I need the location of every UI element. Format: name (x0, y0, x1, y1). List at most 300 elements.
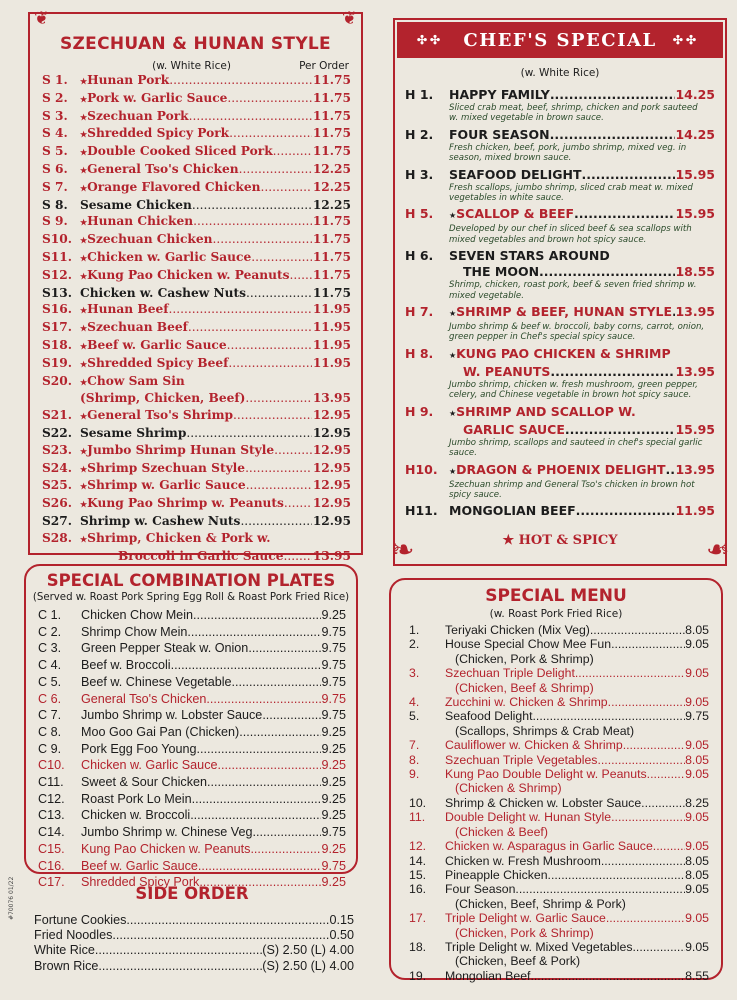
dot-leader (169, 72, 312, 89)
item-name: House Special Chow Mee Fun (445, 637, 612, 652)
item-name: Kung Pao Shrimp w. Peanuts (87, 496, 284, 511)
item-name: SCALLOP & BEEF (456, 206, 575, 222)
item-code: S17. (42, 320, 73, 335)
dot-leader (240, 513, 311, 530)
dot-leader (171, 657, 322, 674)
item-name: Teriyaki Chicken (Mix Veg) (445, 623, 590, 637)
item-code: 8. (409, 752, 420, 767)
chefs-special-subtitle: (w. White Rice) (520, 67, 600, 79)
hot-spicy-icon: ★ (80, 533, 88, 544)
item-name: General Tso's Shrimp (87, 408, 234, 423)
menu-item-row (391, 839, 721, 853)
item-code: H 8. (405, 345, 434, 361)
item-price: 15.95 (675, 206, 715, 222)
item-price: 11.75 (312, 249, 351, 264)
item-name: Shredded Spicy Beef (87, 355, 229, 370)
szechuan-title: SZECHUAN & HUNAN STYLE (60, 34, 331, 54)
hot-spicy-icon: ★ (80, 445, 88, 456)
item-code: S12. (42, 267, 73, 282)
special-menu-item-list (391, 623, 721, 983)
item-price: 9.75 (321, 858, 346, 873)
item-price: 12.95 (312, 425, 351, 440)
item-code: 11. (409, 810, 426, 825)
item-code: C13. (38, 808, 65, 823)
dot-leader (565, 422, 676, 438)
menu-item-row (30, 108, 361, 126)
hot-spicy-icon: ★ (80, 147, 88, 158)
item-code: H 3. (405, 166, 434, 182)
item-name: Double Cooked Sliced Pork (87, 144, 273, 159)
item-name-cont: GARLIC SAUCE (463, 421, 565, 437)
item-name: Chicken w. Fresh Mushroom (445, 853, 601, 868)
item-price: 9.05 (685, 637, 709, 652)
dot-leader (212, 231, 311, 248)
item-name: Triple Delight w. Mixed Vegetables (445, 939, 633, 954)
item-price: 9.05 (685, 666, 709, 681)
menu-item-row (26, 841, 356, 858)
item-code: C 5. (38, 674, 62, 689)
chef-item-heading-cont (405, 364, 715, 380)
dot-leader (597, 753, 685, 767)
item-name: Moo Goo Gai Pan (Chicken) (81, 724, 240, 739)
item-code: S23. (42, 442, 73, 457)
dot-leader (539, 264, 675, 280)
item-price: 9.25 (321, 724, 346, 739)
menu-item-row (30, 495, 361, 513)
item-price: 0.15 (329, 913, 354, 927)
item-price: 12.25 (312, 197, 351, 212)
hot-spicy-icon: ★ (80, 376, 88, 387)
item-price: 13.95 (312, 391, 351, 406)
dot-leader (641, 796, 685, 810)
item-price: 14.25 (675, 126, 715, 142)
item-detail: (Chicken & Shrimp) (455, 781, 562, 796)
chefs-special-banner (397, 22, 723, 58)
menu-item-row (26, 707, 356, 724)
item-price: 12.95 (312, 408, 351, 423)
menu-item-row (391, 637, 721, 651)
item-price: 12.95 (312, 442, 351, 457)
item-code: H 7. (405, 304, 434, 320)
item-price: 12.25 (312, 179, 351, 194)
menu-item-row (30, 231, 361, 249)
item-name: HAPPY FAMILY (449, 87, 550, 102)
item-code: C 3. (38, 641, 62, 656)
item-code: S10. (42, 232, 73, 247)
menu-item-row (30, 337, 361, 355)
menu-item-row (30, 72, 361, 90)
item-code: C17. (38, 875, 65, 890)
item-price: 9.75 (321, 825, 346, 840)
menu-item-row (391, 695, 721, 709)
dot-leader (550, 87, 676, 103)
item-code: H10. (405, 461, 438, 477)
banner-ornament-right-icon: ✣✣ (672, 33, 699, 47)
item-price: 9.75 (321, 691, 346, 706)
combination-item-list (26, 607, 356, 891)
item-price: 8.05 (685, 867, 709, 882)
item-name: Fried Noodles (34, 928, 113, 943)
item-price: 11.75 (312, 144, 351, 159)
hot-spicy-icon: ★ (80, 76, 88, 86)
item-code: 17. (409, 911, 427, 926)
item-code: 15. (409, 867, 427, 882)
item-name: Beef w. Chinese Vegetable (81, 674, 232, 689)
hot-spicy-icon: ★ (80, 111, 88, 122)
menu-item-row (30, 460, 361, 478)
menu-item-row (391, 810, 721, 824)
item-price: 9.05 (685, 767, 709, 782)
hot-spicy-icon: ★ (80, 93, 88, 104)
item-price: 9.05 (685, 882, 709, 897)
item-code: S21. (42, 408, 73, 423)
chefs-special-section (393, 18, 727, 566)
menu-item-row (26, 674, 356, 691)
item-code: C 1. (38, 608, 62, 622)
item-price: 13.95 (675, 304, 715, 320)
menu-item-row (391, 753, 721, 767)
item-code: 2. (409, 637, 420, 652)
item-name: Four Season (445, 882, 516, 897)
dot-leader (192, 197, 312, 214)
item-price: 8.05 (685, 623, 709, 637)
item-description: Jumbo shrimp, scallops and sauteed in chef's special garlic sauce. (449, 437, 703, 459)
hot-spicy-icon: ★ (80, 499, 88, 510)
menu-item-row (26, 824, 356, 841)
item-name: Chicken w. Cashew Nuts (80, 285, 246, 300)
item-code: S 5. (42, 144, 68, 159)
item-detail: (Chicken, Pork & Shrimp) (455, 925, 594, 940)
menu-item-row (30, 548, 361, 565)
chef-special-item (395, 206, 725, 245)
dot-leader (246, 477, 312, 494)
item-code: C 4. (38, 658, 62, 673)
item-code: H 2. (405, 126, 434, 142)
chef-item-heading-cont (405, 422, 715, 438)
item-name: Triple Delight w. Garlic Sauce (445, 911, 606, 926)
item-code: 10. (409, 795, 427, 810)
dot-leader (550, 364, 675, 380)
hot-spicy-icon: ★ (80, 217, 88, 228)
dot-leader (239, 724, 321, 741)
special-menu-subtitle: (w. Roast Pork Fried Rice) (489, 608, 623, 620)
item-name: Chow Sam Sin (87, 373, 185, 388)
item-price: 18.55 (675, 264, 715, 280)
item-code: 12. (409, 839, 427, 854)
menu-item-row (391, 767, 721, 781)
item-detail: (Chicken, Beef, Shrimp & Pork) (455, 896, 626, 911)
item-price: 11.95 (312, 302, 351, 317)
menu-item-row (26, 691, 356, 708)
chef-item-heading (405, 304, 715, 322)
dot-leader (261, 179, 312, 196)
item-name: Szechuan Triple Vegetables (445, 752, 598, 767)
dot-leader (548, 868, 686, 882)
item-price: 13.95 (675, 461, 715, 477)
item-name: Chicken w. Garlic Sauce (87, 249, 252, 264)
item-code: S11. (42, 249, 73, 264)
menu-item-row (30, 355, 361, 373)
item-price: 9.05 (685, 738, 709, 753)
hot-spicy-icon: ★ (80, 305, 88, 316)
item-price: 8.05 (685, 853, 709, 868)
item-name: Hunan Beef (87, 302, 169, 317)
item-name: Jumbo Shrimp w. Chinese Veg. (81, 825, 257, 840)
chef-item-heading (405, 503, 715, 519)
menu-item-row (30, 442, 361, 460)
menu-item-row (30, 90, 361, 108)
item-price: 11.75 (312, 108, 351, 123)
combination-plates-section (24, 564, 358, 890)
item-name: SEAFOOD DELIGHT (449, 166, 582, 182)
item-name-cont: THE MOON (463, 264, 540, 280)
dot-leader (98, 959, 262, 974)
item-name: Sesame Chicken (80, 197, 192, 212)
hot-spicy-icon: ★ (80, 270, 88, 281)
item-price: 11.95 (675, 503, 715, 519)
dot-leader (611, 637, 685, 651)
dot-leader (126, 913, 329, 928)
item-code: C16. (38, 858, 65, 873)
menu-item-row (391, 940, 721, 954)
chef-special-item (395, 167, 725, 204)
item-code: H 9. (405, 403, 434, 419)
item-code: 7. (409, 738, 420, 753)
side-order-list (24, 913, 360, 974)
dot-leader (95, 943, 262, 958)
menu-item-row (30, 179, 361, 197)
dot-leader (533, 709, 686, 723)
banner-ornament-left-icon: ✣✣ (417, 33, 444, 47)
dot-leader (623, 738, 685, 752)
menu-item-row (30, 249, 361, 267)
item-price: 11.75 (312, 232, 351, 247)
chefs-special-item-list (395, 87, 725, 519)
item-description: Shrimp, chicken, roast pork, beef & seven fried shrimp w. mixed vegetable. (449, 280, 697, 301)
item-price: 11.75 (312, 267, 351, 282)
item-price: 12.95 (312, 478, 351, 493)
item-price: 9.05 (685, 695, 709, 710)
special-menu-title: SPECIAL MENU (485, 586, 627, 606)
item-code: C 7. (38, 708, 62, 723)
dot-leader (550, 127, 676, 143)
chef-item-heading (405, 248, 715, 264)
dot-leader (251, 249, 312, 266)
item-description: Developed by our chef in sliced beef & sea scallops with mixed vegetables and brown hot spicy sauce. (449, 224, 692, 245)
item-price: 9.25 (321, 758, 346, 773)
menu-item-row (30, 390, 361, 407)
menu-item-row (30, 285, 361, 302)
item-price: (S) 2.50 (L) 4.00 (262, 958, 354, 973)
item-name: Szechuan Beef (87, 320, 188, 335)
hot-spicy-icon: ★ (80, 164, 88, 175)
dot-leader (274, 442, 312, 459)
price-header: Per Order (299, 60, 349, 72)
item-code: S 9. (42, 214, 68, 229)
hot-spicy-icon: ★ (80, 182, 88, 193)
menu-item-row (30, 477, 361, 495)
item-name: Hunan Chicken (87, 214, 194, 229)
menu-item-row (26, 624, 356, 641)
item-name: Seafood Delight (445, 709, 533, 724)
item-name: Shrimp w. Garlic Sauce (87, 478, 246, 493)
item-price: 8.55 (685, 968, 709, 983)
dot-leader (633, 940, 686, 954)
item-code: 5. (409, 709, 420, 724)
item-name: Chicken Chow Mein (81, 608, 193, 622)
item-price: 12.25 (312, 161, 351, 176)
item-code: C 2. (38, 624, 62, 639)
item-price: 15.95 (675, 421, 715, 437)
dot-leader (193, 213, 312, 230)
item-name: Beef w. Broccoli (81, 658, 171, 673)
dot-leader (192, 791, 322, 808)
item-name: Pineapple Chicken (445, 867, 548, 882)
dot-leader (198, 858, 322, 875)
item-code: S16. (42, 302, 73, 317)
menu-item-row (391, 796, 721, 810)
item-code: S28. (42, 530, 73, 545)
item-name: Szechuan Triple Delight (445, 666, 575, 681)
item-code: H 1. (405, 87, 434, 102)
dot-leader (193, 607, 321, 624)
item-name: Shredded Spicy Pork (81, 875, 200, 890)
item-price: 12.95 (312, 513, 351, 528)
side-order-row (24, 959, 360, 974)
szechuan-item-list (30, 72, 361, 564)
dot-leader (227, 90, 311, 107)
item-price: 15.95 (675, 166, 715, 182)
menu-item-row (30, 301, 361, 319)
dot-leader (262, 707, 321, 724)
side-order-row (24, 943, 360, 958)
item-code: S 3. (42, 108, 68, 123)
item-code: C11. (38, 775, 64, 790)
item-name: Hunan Pork (87, 73, 170, 87)
side-order-row (24, 928, 360, 943)
item-name: DRAGON & PHOENIX DELIGHT (456, 461, 666, 477)
item-code: 14. (409, 853, 427, 868)
item-name: SHRIMP & BEEF, HUNAN STYLE (456, 304, 672, 320)
szechuan-subtitle: (w. White Rice) (152, 60, 231, 72)
dot-leader (611, 810, 685, 824)
chef-item-heading (405, 462, 715, 480)
dot-leader (190, 807, 321, 824)
dot-leader (206, 691, 321, 708)
item-price: 11.75 (312, 126, 351, 141)
item-code: S24. (42, 460, 73, 475)
item-code: C 9. (38, 741, 62, 756)
item-price: 9.25 (321, 791, 346, 806)
item-detail: (Scallops, Shrimps & Crab Meat) (455, 723, 635, 738)
dot-leader (245, 460, 312, 477)
menu-item-row (30, 319, 361, 337)
item-code: H 5. (405, 206, 434, 222)
chef-item-heading-cont (405, 264, 715, 280)
dot-leader (250, 841, 321, 858)
side-order-row (24, 913, 360, 928)
item-name: Beef w. Garlic Sauce (87, 337, 227, 352)
item-price: 11.95 (312, 355, 351, 370)
item-name: Szechuan Pork (87, 108, 189, 123)
item-price: 9.75 (685, 709, 709, 724)
item-price: 14.25 (675, 87, 715, 102)
item-price: 12.95 (312, 460, 351, 475)
menu-item-row (26, 807, 356, 824)
item-name: Beef w. Garlic Sauce (81, 858, 198, 873)
menu-item-row (391, 738, 721, 752)
dot-leader (601, 854, 685, 868)
chefs-special-title: CHEF'S SPECIAL (463, 29, 657, 51)
dot-leader (186, 425, 311, 442)
hot-spicy-icon: ★ (80, 411, 88, 422)
item-name: Kung Pao Chicken w. Peanuts (81, 841, 251, 856)
item-code: 4. (409, 695, 420, 710)
item-name: SHRIMP AND SCALLOP W. (456, 403, 636, 419)
dot-leader (218, 757, 322, 774)
hot-spicy-icon: ★ (449, 309, 457, 319)
item-name: Shrimp Chow Mein (81, 624, 188, 639)
item-name: Shrimp & Chicken w. Lobster Sauce (445, 795, 642, 810)
menu-item-row (391, 623, 721, 637)
item-name: Shredded Spicy Pork (87, 126, 230, 141)
item-price: 9.05 (685, 839, 709, 854)
menu-item-row (30, 143, 361, 161)
hot-spicy-icon: ★ (80, 358, 88, 369)
item-code: 3. (409, 666, 420, 681)
dot-leader (653, 839, 685, 853)
dot-leader (530, 969, 685, 983)
dot-leader (515, 882, 685, 896)
item-name: Jumbo Shrimp Hunan Style (87, 442, 275, 457)
hot-spicy-icon: ★ (80, 235, 88, 246)
dot-leader (606, 911, 685, 925)
dot-leader (239, 161, 312, 178)
scroll-ornament-left-icon: ❧ (391, 533, 415, 566)
item-code: S 8. (42, 197, 68, 212)
hot-spicy-icon: ★ (80, 463, 88, 474)
item-price: 11.75 (312, 73, 351, 87)
item-name: Zucchini w. Chicken & Shrimp (445, 695, 608, 710)
item-name: (Shrimp, Chicken, Beef) (80, 391, 246, 406)
dot-leader (189, 108, 312, 125)
item-name: Kung Pao Chicken w. Peanuts (87, 267, 290, 282)
item-price: 11.75 (312, 214, 351, 229)
dot-leader (229, 125, 312, 142)
item-price: 9.75 (321, 641, 346, 656)
dot-leader (227, 337, 312, 354)
item-detail: (Chicken & Beef) (455, 824, 548, 839)
special-menu-section (389, 578, 723, 983)
item-name: Shrimp w. Cashew Nuts (80, 513, 241, 528)
chef-special-item (395, 87, 725, 124)
item-code: S 1. (42, 73, 68, 87)
item-price: 12.95 (312, 496, 351, 511)
item-code: S25. (42, 478, 73, 493)
item-code: 9. (409, 767, 420, 782)
hot-spicy-icon: ★ (80, 340, 88, 351)
hot-spicy-icon: ★ (449, 211, 457, 221)
item-detail: (Chicken, Beef & Pork) (455, 954, 581, 969)
item-price: 9.05 (685, 810, 709, 825)
item-name: Brown Rice (34, 958, 99, 973)
hot-spicy-icon: ★ (80, 252, 88, 263)
menu-item-row (30, 407, 361, 425)
menu-item-row (391, 882, 721, 896)
menu-item-row (26, 657, 356, 674)
menu-item-row (30, 267, 361, 285)
item-code: H 6. (405, 248, 434, 264)
